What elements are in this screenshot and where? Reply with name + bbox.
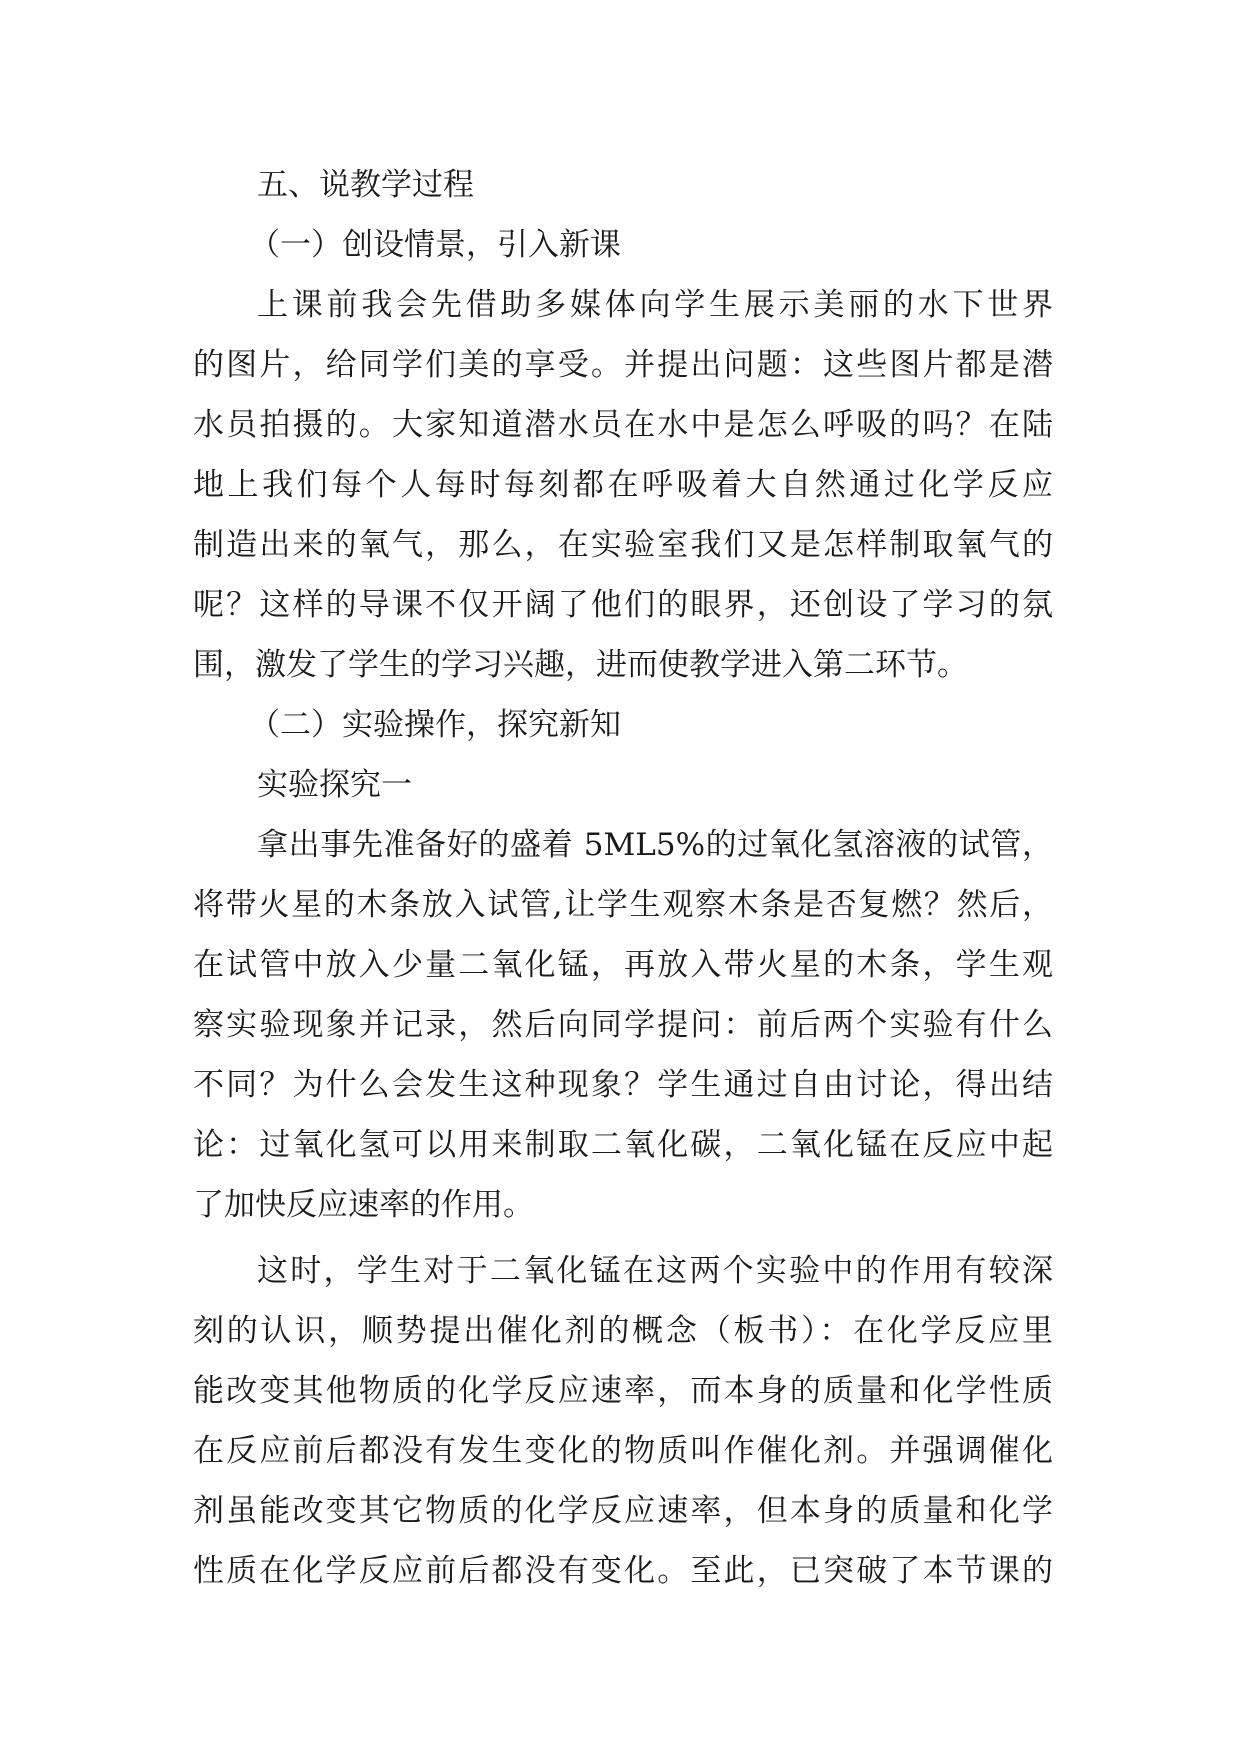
paragraph-line: 水员拍摄的。大家知道潜水员在水中是怎么呼吸的吗？在陆 <box>193 407 1053 443</box>
paragraph-line: 论：过氧化氢可以用来制取二氧化碳，二氧化锰在反应中起 <box>193 1127 1053 1163</box>
paragraph-line: 察实验现象并记录，然后向同学提问：前后两个实验有什么 <box>193 1007 1053 1043</box>
paragraph-line: 制造出来的氧气，那么，在实验室我们又是怎样制取氧气的 <box>193 527 1053 563</box>
paragraph-line: 这时，学生对于二氧化锰在这两个实验中的作用有较深 <box>257 1253 1053 1289</box>
part2-subheading: 实验探究一 <box>257 767 412 803</box>
paragraph-line: 不同？为什么会发生这种现象？学生通过自由讨论，得出结 <box>193 1067 1053 1103</box>
paragraph-line: 刻的认识，顺势提出催化剂的概念（板书）：在化学反应里 <box>193 1313 1053 1349</box>
part1-paragraph <box>193 275 1053 695</box>
paragraph-line: 拿出事先准备好的盛着 5ML5%的过氧化氢溶液的试管， <box>257 827 1053 863</box>
paragraph-line: 了加快反应速率的作用。 <box>193 1187 534 1223</box>
paragraph-line: 能改变其他物质的化学反应速率，而本身的质量和化学性质 <box>193 1373 1053 1409</box>
part2-paragraph-2 <box>193 1241 1053 1601</box>
part2-paragraph-1 <box>193 815 1053 1235</box>
part2-heading: （二）实验操作，探究新知 <box>249 707 621 743</box>
paragraph-line: 在反应前后都没有发生变化的物质叫作催化剂。并强调催化 <box>193 1433 1053 1469</box>
paragraph-line: 性质在化学反应前后都没有变化。至此，已突破了本节课的 <box>193 1553 1053 1589</box>
paragraph-line: 呢？这样的导课不仅开阔了他们的眼界，还创设了学习的氛 <box>193 587 1053 623</box>
document-body <box>193 155 1053 1601</box>
section-heading: 五、说教学过程 <box>257 167 474 203</box>
paragraph-line: 上课前我会先借助多媒体向学生展示美丽的水下世界 <box>257 287 1053 323</box>
part1-heading: （一）创设情景，引入新课 <box>249 227 621 263</box>
paragraph-line: 地上我们每个人每时每刻都在呼吸着大自然通过化学反应 <box>193 467 1053 503</box>
paragraph-line: 围，激发了学生的学习兴趣，进而使教学进入第二环节。 <box>193 647 968 683</box>
paragraph-line: 将带火星的木条放入试管,让学生观察木条是否复燃？然后， <box>193 887 1053 923</box>
paragraph-line: 剂虽能改变其它物质的化学反应速率，但本身的质量和化学 <box>193 1493 1053 1529</box>
paragraph-line: 在试管中放入少量二氧化锰，再放入带火星的木条，学生观 <box>193 947 1053 983</box>
paragraph-line: 的图片，给同学们美的享受。并提出问题：这些图片都是潜 <box>193 347 1053 383</box>
